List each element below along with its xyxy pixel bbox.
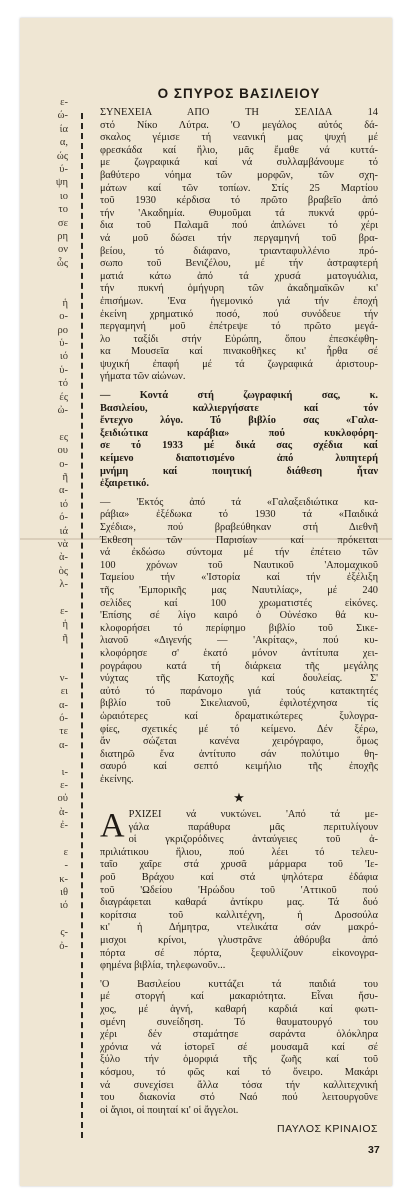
question-line: ἐξαιρετικό. [100, 478, 149, 490]
closing-line: ροῦ Βράχου καί στά ψηλότερα ἐδάφια [100, 872, 378, 884]
answer-line: Έκθεση τῶν Παρισίων καί πρόκειται [100, 534, 378, 546]
left-fragment: ε- [60, 97, 68, 108]
intro-line: ψυχική ἐπαφή μέ τά ζωγραφικά ἀριστουρ- [100, 358, 378, 370]
article [100, 86, 378, 1136]
intro-line: σκαλος γέμισε τή νεανική μας ψυχή μέ [100, 132, 378, 144]
left-fragment: ες [59, 431, 68, 443]
left-fragment: ς- [60, 927, 68, 939]
answer-line: ὡραιότερες καί δραματικώτερες ξυλογρα- [100, 710, 378, 722]
left-fragment: ε- [60, 605, 68, 617]
left-fragment: - [64, 860, 68, 872]
answer-line: ρογράφου κατά τή διάρκεια τῆς μεγάλης [100, 660, 378, 672]
left-fragment: ν- [59, 672, 68, 684]
closing-line: ταῖο χαῖρε στά χρυσᾶ μάρμαρα τοῦ 'Ιε- [100, 859, 378, 871]
left-fragment: ὀ- [59, 940, 68, 952]
question-line: σε τό 1933 μέ δικά σας σχέδια καί [100, 440, 378, 452]
article-title: Ο ΣΠΥΡΟΣ ΒΑΣΙΛΕΙΟΥ [157, 86, 321, 101]
page-number: 37 [368, 1144, 380, 1156]
answer-line: νά ἐκδώσω σύντομα μέ τήν ἐπέτειο τῶν [100, 547, 378, 559]
left-fragment: ιό [59, 498, 68, 510]
final-line: ξύλο τήν ὀμορφιά τῆς ζωῆς καί τοῦ [100, 1054, 378, 1066]
answer-line: ράβια» ἐξέδωκα τό 1930 τά «Παιδικά [100, 509, 378, 521]
left-fragment: οὐ [57, 793, 68, 805]
answer-line: σαυρό καί σεπτό κειμήλιο τῆς ἐποχῆς [100, 761, 378, 773]
closing-line: μισχοι κρίνοι, γλυστρᾶνε ἀθόρυβα ἀπό [100, 935, 378, 946]
left-fragment [22, 645, 68, 658]
left-fragment: ἡ [62, 297, 68, 309]
final-line: νά συνεχίσει ἄλλα τόσα τήν καλλιτεχνική [100, 1079, 378, 1091]
final-line: χρόνια νά ἱστορεῖ σέ μουσαμᾶ καί σέ [100, 1041, 378, 1053]
left-fragment: ό- [59, 712, 68, 724]
left-fragment [22, 270, 68, 283]
left-fragment [22, 417, 68, 430]
left-fragment: ψη [55, 177, 68, 189]
left-fragment: ώς [56, 150, 68, 162]
left-fragment: ον [58, 244, 68, 256]
left-fragment: ει [60, 686, 68, 698]
question-line: κείμενο διαποτισμένο ἀπό λυπητερή [100, 453, 378, 465]
left-fragment: ρο [57, 324, 68, 336]
question-line: ἔντεχνο λόγο. Τό βιβλίο σας «Γαλα- [100, 415, 378, 427]
intro-line: τήν πυκνή ὁμήγυρη τῶν ἀκαδημαϊκῶν κι' [100, 283, 378, 295]
intro-line: μάτων καί τῶν τοπίων. Στίς 25 Μαρτίου [100, 182, 378, 194]
question-line: Βασιλείου, καλλιεργήσατε καί τόν [100, 402, 378, 414]
answer-line: 'Επίσης σέ λίγο καιρό ὁ Οὐνέσκο θά κυ- [100, 610, 378, 622]
final-line: σμένη συνείδηση. Τό θαυματουργό του [100, 1016, 378, 1028]
intro-line: στό Νίκο Λύτρα. 'Ο μεγάλος αὐτός δά- [100, 119, 378, 131]
left-fragment: τό [58, 378, 68, 390]
answer-line: λιανοῦ «Διγενής — 'Ακρίτας», πού κυ- [100, 635, 378, 647]
answer-line: νύχτας τῆς Κατοχῆς καί δουλείας. Σ' [100, 673, 378, 685]
answer-line: ἐκείνης. [100, 773, 134, 785]
answer-paragraph [100, 497, 378, 787]
question-line: ξειδιώτικα καράβια» πού κυκλοφόρη- [100, 427, 378, 439]
answer-line: φίες, σχετικές μέ τό κείμενο. Δέν ξέρω, [100, 723, 378, 735]
closing-line: κι' ἡ Δήμητρα, ντελικάτα σάν μακρό- [100, 922, 378, 934]
intro-line: λο ταξίδι στήν Εὐρώπη, ὅπου ἐπεσκέφθη- [100, 333, 378, 345]
left-fragment [22, 591, 68, 604]
left-fragment: ιά [59, 525, 68, 537]
column-divider [81, 113, 83, 1138]
left-fragment: ἡ [62, 619, 68, 631]
left-fragment: ὑ- [59, 338, 68, 350]
closing-line: φημένα βιβλία, τηλεφωνοῦν... [100, 960, 226, 972]
closing-line: πόρτα σέ πόρτα, ξεφυλλίζουν εἰκονογρα- [100, 947, 378, 959]
left-column-fragments [22, 96, 68, 953]
final-line: μέ στοργή καί μακαριότητα. Εἶναι ἥσυ- [100, 991, 378, 1003]
left-fragment: ε [63, 846, 68, 858]
left-fragment [22, 913, 68, 926]
intro-line: κα Μουσεῖα καί πινακοθῆκες κι' ἦρθα σέ [100, 346, 378, 358]
left-fragment: ιό [59, 900, 68, 912]
left-fragment [22, 832, 68, 845]
left-fragment: ὠ- [57, 404, 68, 416]
left-fragment [22, 658, 68, 671]
left-fragment: νὰ [57, 538, 68, 550]
left-fragment: ε- [60, 779, 68, 791]
intro-paragraph [100, 107, 378, 384]
closing-line: διαγράφεται καθαρά ἀντίκρυ μας. Τά δυό [100, 897, 378, 909]
author-signature: ΠΑΥΛΟΣ ΚΡΙΝΑΙΟΣ [277, 1123, 378, 1136]
left-fragment: λ- [59, 579, 68, 591]
answer-line: Ταμείου τήν «'Ιστορία καί τήν ἐξέλιξη [100, 572, 378, 584]
answer-line: Σχέδια», πού βραβεύθηκαν στή Διεθνῆ [100, 522, 378, 533]
final-line: χος, μέ ἁγνή, καθαρή καρδιά καί φωτι- [100, 1003, 378, 1015]
left-fragment: α- [59, 699, 68, 711]
answer-line: σελίδες καί 100 χρωματιστές εἰκόνες. [100, 597, 378, 609]
newspaper-clipping [20, 18, 392, 1186]
intro-line: βείου, τό διάφανο, τριανταφυλλένιο πρό- [100, 245, 378, 257]
left-fragment: ιο [59, 190, 68, 202]
left-fragment: ο- [59, 311, 68, 323]
left-fragment: α- [59, 485, 68, 497]
left-fragment: α- [59, 739, 68, 751]
left-fragment: ές [59, 391, 68, 403]
closing-line: γάλα παράθυρα μᾶς περιτυλίγουν [128, 821, 378, 833]
final-line: κόσμου, τό φῶς καί τό ὄνειρο. Μακάρι [100, 1066, 378, 1078]
closing-paragraph [100, 809, 378, 973]
intro-line: φρεσκάδα καί ἥλιο, μᾶς ἔμαθε νά κυττά- [100, 144, 378, 156]
answer-line: κλοφόρησε σ' ἑκατό μόνον ἀντίτυπα χει- [100, 647, 378, 659]
intro-line: νά μοῦ δώσει τήν περγαμηνή τοῦ βρα- [100, 232, 378, 244]
left-fragment: ὑ- [59, 364, 68, 376]
final-line: του διακονία στό Ναό πού λειτουργοῦνε [100, 1092, 378, 1104]
star-separator: ★ [233, 790, 245, 806]
intro-line: τήν 'Ακαδημία. Θυμοῦμαι τά πυκνά φρύ- [100, 207, 378, 219]
left-fragment: ὰ- [59, 552, 68, 564]
left-fragment: το [58, 204, 68, 216]
left-fragment: ῆ [62, 471, 68, 483]
left-fragment: ὰ- [59, 806, 68, 818]
left-fragment [22, 752, 68, 765]
answer-line: βιβλίο τοῦ Σικελιανοῦ, ἐφιλοτέχνησα τίς [100, 698, 378, 710]
intro-line: περγαμηνή μοῦ ἐπέτρεψε τό πρῶτο μεγά- [100, 321, 378, 333]
intro-line: γήματα τῶν αἰώνων. [100, 371, 186, 383]
intro-line: ἐκείνη χρηματικό ποσό, πού συνόδευε τήν [100, 308, 378, 320]
left-fragment: ου [57, 445, 68, 457]
question-line: μνήμη καί ποιητική διάθεση ἦταν [100, 465, 378, 477]
final-line: 'Ο Βασιλείου κυττάζει τά παιδιά του [100, 978, 378, 990]
question-line: — Κοντά στή ζωγραφική σας, κ. [100, 390, 378, 402]
closing-line: πριλιάτικου ἥλιου, πού λέει τό τελευ- [100, 846, 378, 858]
left-fragment: κ- [59, 873, 68, 885]
intro-line: ΣΥΝΕΧΕΙΑ ΑΠΟ ΤΗ ΣΕΛΙΔΑ 14 [100, 107, 378, 118]
intro-line: με ζωγραφικά καί νά συλλαμβάνουμε τό [100, 157, 378, 169]
intro-line: ἐπισήμων. 'Ενα ἡγεμονικό γιά τήν ἐποχή [100, 295, 378, 307]
left-fragment: ώ- [57, 110, 68, 122]
intro-line: σωπο τοῦ Βενιζέλου, μέ τήν ἀστραφτερή [100, 258, 378, 270]
answer-line: τῆς 'Εμπορικῆς μας Ναυτιλίας», μέ 240 [100, 584, 378, 596]
left-fragment: ό- [59, 512, 68, 524]
answer-line: αὐτό τό παράνομο γιά τούς κατακτητές [100, 685, 378, 697]
left-fragment: ὧς [56, 257, 68, 269]
left-fragment: ιό [59, 351, 68, 363]
left-fragment: ι- [61, 766, 68, 778]
closing-line: ΡΧΙΖΕΙ νά νυκτώνει. 'Από τά με- [128, 809, 378, 821]
left-fragment: ἐ- [60, 820, 68, 832]
answer-line: διατηρῶ ἕνα ἀντίτυπο σάν πολύτιμο θη- [100, 748, 378, 760]
left-fragment: ία [59, 123, 68, 135]
final-paragraph [100, 979, 378, 1118]
left-fragment: ρη [57, 230, 68, 242]
left-fragment: ύ- [59, 163, 68, 175]
final-line: οἱ ἅγιοι, οἱ ποιηταί κι' οἱ ἄγγελοι. [100, 1104, 239, 1116]
closing-line: τοῦ 'Ωδείου 'Ηρώδου τοῦ 'Αττικοῦ πού [100, 884, 378, 896]
question-paragraph [100, 390, 378, 491]
final-line: χέρι δέν σταμάτησε σαράντα ὁλόκληρα [100, 1029, 378, 1041]
intro-line: ματιά κάτω ἀπό τά χρυσά ματογυάλια, [100, 270, 378, 282]
closing-line: οἱ γκριζορόδινες ἀνταύγειες τοῦ ἀ- [128, 834, 378, 846]
article-body [100, 107, 378, 1136]
answer-line: ἄν σώζεται κανένα χειρόγραφο, ὅμως [100, 736, 378, 748]
left-fragment: ὸς [58, 565, 68, 577]
left-fragment: τε [59, 726, 68, 738]
left-fragment: ιθ [60, 887, 68, 899]
intro-line: βαθύτερο νόημα τῶν μορφῶν, τῶν σχη- [100, 169, 378, 181]
left-fragment: σε [57, 217, 68, 229]
intro-line: δια τοῦ Παλαμᾶ πού ἁπλώνει τό χέρι [100, 220, 378, 232]
answer-line: 100 χρόνων τοῦ Ναυτικοῦ 'Απομαχικοῦ [100, 559, 378, 571]
left-fragment: α, [59, 137, 68, 149]
left-fragment: ο- [59, 458, 68, 470]
left-fragment: ῆ [62, 632, 68, 644]
intro-line: τοῦ 1930 κέρδισα τό πρῶτο βραβεῖο ἀπό [100, 195, 378, 207]
answer-line: — 'Εκτός ἀπό τά «Γαλαξειδιώτικα κα- [100, 496, 378, 508]
drop-cap: Α [100, 807, 125, 845]
left-fragment [22, 283, 68, 296]
answer-line: κλοφορήσει τό περίφημο βιβλίο τοῦ Σικε- [100, 622, 378, 634]
closing-line: κορίτσια τοῦ καλλιτέχνη, ἡ Δροσούλα [100, 909, 378, 921]
